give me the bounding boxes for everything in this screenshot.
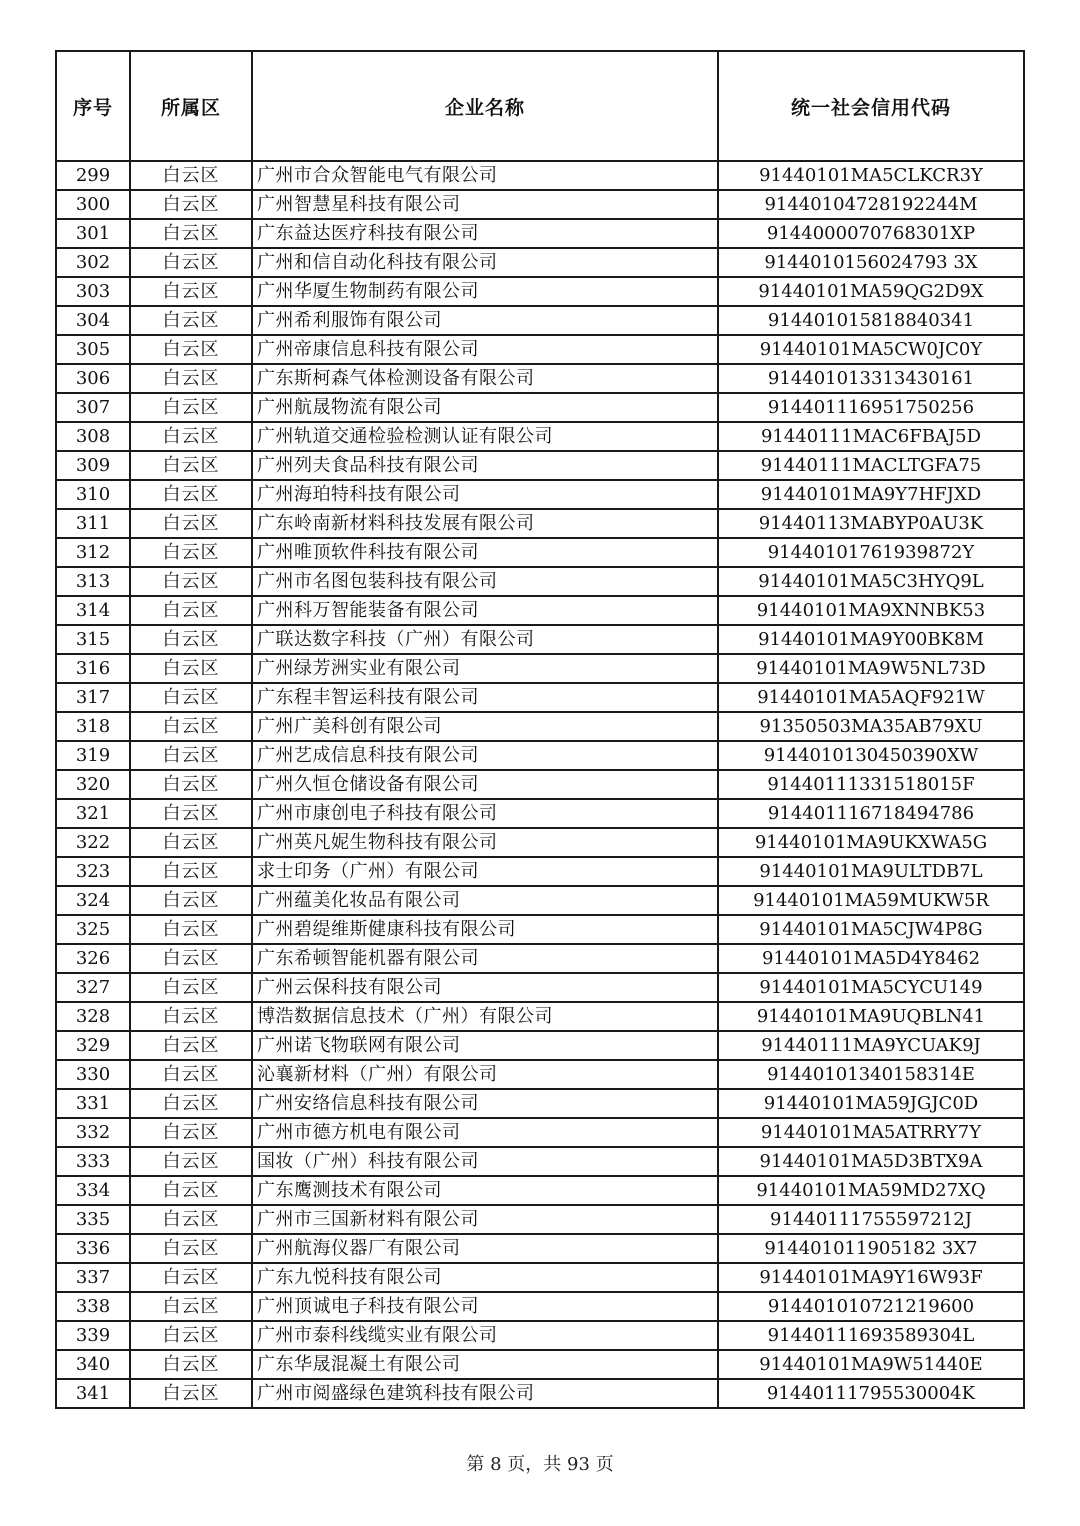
cell-seq: 339 — [56, 1321, 130, 1350]
table-row — [56, 306, 1024, 335]
cell-company-name: 求士印务（广州）有限公司 — [252, 857, 718, 886]
cell-seq: 312 — [56, 538, 130, 567]
cell-seq: 316 — [56, 654, 130, 683]
cell-district: 白云区 — [130, 219, 252, 248]
header-name: 企业名称 — [252, 51, 718, 161]
cell-district: 白云区 — [130, 1060, 252, 1089]
cell-district: 白云区 — [130, 915, 252, 944]
table-row — [56, 364, 1024, 393]
cell-seq: 328 — [56, 1002, 130, 1031]
cell-company-name: 广州科万智能装备有限公司 — [252, 596, 718, 625]
table-row — [56, 422, 1024, 451]
cell-district: 白云区 — [130, 944, 252, 973]
cell-district: 白云区 — [130, 161, 252, 190]
cell-district: 白云区 — [130, 1118, 252, 1147]
table-row — [56, 799, 1024, 828]
table-row — [56, 770, 1024, 799]
cell-credit-code: 914401116718494786 — [718, 799, 1024, 828]
table-row — [56, 1321, 1024, 1350]
cell-credit-code: 91440101340158314E — [718, 1060, 1024, 1089]
table-row — [56, 1205, 1024, 1234]
cell-seq: 313 — [56, 567, 130, 596]
cell-company-name: 广东九悦科技有限公司 — [252, 1263, 718, 1292]
cell-district: 白云区 — [130, 1176, 252, 1205]
cell-company-name: 广东斯柯森气体检测设备有限公司 — [252, 364, 718, 393]
cell-credit-code: 91440101MA9W5NL73D — [718, 654, 1024, 683]
cell-company-name: 广州广美科创有限公司 — [252, 712, 718, 741]
cell-district: 白云区 — [130, 277, 252, 306]
cell-company-name: 广东程丰智运科技有限公司 — [252, 683, 718, 712]
cell-district: 白云区 — [130, 857, 252, 886]
cell-credit-code: 91350503MA35AB79XU — [718, 712, 1024, 741]
table-row — [56, 944, 1024, 973]
cell-district: 白云区 — [130, 1321, 252, 1350]
cell-seq: 303 — [56, 277, 130, 306]
table-row — [56, 393, 1024, 422]
table-row — [56, 654, 1024, 683]
cell-seq: 302 — [56, 248, 130, 277]
cell-credit-code: 91440101MA5C3HYQ9L — [718, 567, 1024, 596]
table-row — [56, 1118, 1024, 1147]
cell-seq: 321 — [56, 799, 130, 828]
cell-company-name: 广州市德方机电有限公司 — [252, 1118, 718, 1147]
cell-seq: 340 — [56, 1350, 130, 1379]
cell-district: 白云区 — [130, 1234, 252, 1263]
table-row — [56, 1292, 1024, 1321]
cell-credit-code: 91440101MA59MUKW5R — [718, 886, 1024, 915]
cell-district: 白云区 — [130, 1205, 252, 1234]
cell-credit-code: 914401010721219600 — [718, 1292, 1024, 1321]
table-row — [56, 596, 1024, 625]
table-row — [56, 190, 1024, 219]
cell-credit-code: 91440101MA5ATRRY7Y — [718, 1118, 1024, 1147]
cell-seq: 333 — [56, 1147, 130, 1176]
cell-seq: 310 — [56, 480, 130, 509]
cell-seq: 307 — [56, 393, 130, 422]
cell-company-name: 广州帝康信息科技有限公司 — [252, 335, 718, 364]
cell-district: 白云区 — [130, 1031, 252, 1060]
table-row — [56, 1263, 1024, 1292]
cell-district: 白云区 — [130, 625, 252, 654]
cell-district: 白云区 — [130, 451, 252, 480]
cell-company-name: 广东益达医疗科技有限公司 — [252, 219, 718, 248]
cell-credit-code: 914401013313430161 — [718, 364, 1024, 393]
table-row — [56, 219, 1024, 248]
cell-seq: 331 — [56, 1089, 130, 1118]
cell-seq: 337 — [56, 1263, 130, 1292]
cell-credit-code: 91440101MA5D4Y8462 — [718, 944, 1024, 973]
cell-credit-code: 91440101MA9UQBLN41 — [718, 1002, 1024, 1031]
cell-company-name: 广州艺成信息科技有限公司 — [252, 741, 718, 770]
cell-company-name: 广东鹰测技术有限公司 — [252, 1176, 718, 1205]
table-row — [56, 277, 1024, 306]
table-row — [56, 509, 1024, 538]
table-row — [56, 973, 1024, 1002]
cell-district: 白云区 — [130, 712, 252, 741]
cell-company-name: 广州市三国新材料有限公司 — [252, 1205, 718, 1234]
table-row — [56, 857, 1024, 886]
cell-seq: 301 — [56, 219, 130, 248]
cell-company-name: 广州智慧星科技有限公司 — [252, 190, 718, 219]
cell-seq: 304 — [56, 306, 130, 335]
table-row — [56, 712, 1024, 741]
cell-district: 白云区 — [130, 190, 252, 219]
cell-seq: 315 — [56, 625, 130, 654]
cell-company-name: 广州顶诚电子科技有限公司 — [252, 1292, 718, 1321]
cell-credit-code: 9144000070768301XP — [718, 219, 1024, 248]
cell-district: 白云区 — [130, 509, 252, 538]
cell-seq: 305 — [56, 335, 130, 364]
table-row — [56, 828, 1024, 857]
cell-district: 白云区 — [130, 306, 252, 335]
cell-company-name: 广州市阅盛绿色建筑科技有限公司 — [252, 1379, 718, 1408]
table-row — [56, 1234, 1024, 1263]
cell-seq: 308 — [56, 422, 130, 451]
table-row — [56, 335, 1024, 364]
header-seq: 序号 — [56, 51, 130, 161]
cell-credit-code: 91440111693589304L — [718, 1321, 1024, 1350]
cell-seq: 334 — [56, 1176, 130, 1205]
cell-district: 白云区 — [130, 1002, 252, 1031]
header-row — [56, 51, 1024, 161]
cell-district: 白云区 — [130, 538, 252, 567]
cell-credit-code: 91440101MA59JGJC0D — [718, 1089, 1024, 1118]
cell-district: 白云区 — [130, 1350, 252, 1379]
cell-credit-code: 91440111MA9YCUAK9J — [718, 1031, 1024, 1060]
cell-district: 白云区 — [130, 1379, 252, 1408]
cell-company-name: 广州市名图包装科技有限公司 — [252, 567, 718, 596]
cell-credit-code: 91440101MA5CJW4P8G — [718, 915, 1024, 944]
cell-credit-code: 9144010130450390XW — [718, 741, 1024, 770]
cell-credit-code: 91440101MA59QG2D9X — [718, 277, 1024, 306]
cell-seq: 325 — [56, 915, 130, 944]
cell-credit-code: 91440101MA9XNNBK53 — [718, 596, 1024, 625]
table-row — [56, 741, 1024, 770]
cell-district: 白云区 — [130, 422, 252, 451]
cell-credit-code: 91440101MA9UKXWA5G — [718, 828, 1024, 857]
cell-district: 白云区 — [130, 683, 252, 712]
cell-seq: 314 — [56, 596, 130, 625]
cell-seq: 319 — [56, 741, 130, 770]
cell-seq: 320 — [56, 770, 130, 799]
cell-company-name: 广州诺飞物联网有限公司 — [252, 1031, 718, 1060]
cell-company-name: 广州绿芳洲实业有限公司 — [252, 654, 718, 683]
cell-district: 白云区 — [130, 770, 252, 799]
cell-district: 白云区 — [130, 393, 252, 422]
cell-seq: 323 — [56, 857, 130, 886]
cell-credit-code: 91440104728192244M — [718, 190, 1024, 219]
cell-company-name: 广州市合众智能电气有限公司 — [252, 161, 718, 190]
table-row — [56, 683, 1024, 712]
table-row — [56, 915, 1024, 944]
cell-credit-code: 9144010156024793 3X — [718, 248, 1024, 277]
cell-credit-code: 91440101MA9Y7HFJXD — [718, 480, 1024, 509]
cell-seq: 335 — [56, 1205, 130, 1234]
cell-company-name: 广州和信自动化科技有限公司 — [252, 248, 718, 277]
cell-company-name: 广州海珀特科技有限公司 — [252, 480, 718, 509]
cell-company-name: 广州希利服饰有限公司 — [252, 306, 718, 335]
cell-district: 白云区 — [130, 335, 252, 364]
cell-seq: 341 — [56, 1379, 130, 1408]
cell-company-name: 广州华厦生物制药有限公司 — [252, 277, 718, 306]
cell-credit-code: 914401116951750256 — [718, 393, 1024, 422]
table-row — [56, 1176, 1024, 1205]
cell-district: 白云区 — [130, 654, 252, 683]
table-row — [56, 1089, 1024, 1118]
table-row — [56, 567, 1024, 596]
cell-district: 白云区 — [130, 596, 252, 625]
header-code: 统一社会信用代码 — [718, 51, 1024, 161]
cell-seq: 332 — [56, 1118, 130, 1147]
cell-company-name: 广州碧缇维斯健康科技有限公司 — [252, 915, 718, 944]
cell-district: 白云区 — [130, 973, 252, 1002]
cell-credit-code: 91440111795530004K — [718, 1379, 1024, 1408]
cell-district: 白云区 — [130, 480, 252, 509]
cell-seq: 322 — [56, 828, 130, 857]
table-row — [56, 1350, 1024, 1379]
cell-company-name: 广州英凡妮生物科技有限公司 — [252, 828, 718, 857]
cell-district: 白云区 — [130, 1292, 252, 1321]
cell-company-name: 广东华晟混凝土有限公司 — [252, 1350, 718, 1379]
cell-seq: 329 — [56, 1031, 130, 1060]
header-district: 所属区 — [130, 51, 252, 161]
cell-company-name: 广州云保科技有限公司 — [252, 973, 718, 1002]
cell-seq: 317 — [56, 683, 130, 712]
cell-seq: 336 — [56, 1234, 130, 1263]
table-row — [56, 1031, 1024, 1060]
cell-seq: 300 — [56, 190, 130, 219]
cell-credit-code: 91440101MA5CW0JC0Y — [718, 335, 1024, 364]
cell-credit-code: 91440101MA9Y00BK8M — [718, 625, 1024, 654]
table-row — [56, 538, 1024, 567]
cell-seq: 306 — [56, 364, 130, 393]
table-row — [56, 1060, 1024, 1089]
cell-company-name: 广州列夫食品科技有限公司 — [252, 451, 718, 480]
cell-credit-code: 91440111331518015F — [718, 770, 1024, 799]
cell-company-name: 广联达数字科技（广州）有限公司 — [252, 625, 718, 654]
cell-seq: 309 — [56, 451, 130, 480]
cell-seq: 324 — [56, 886, 130, 915]
cell-credit-code: 91440111MACLTGFA75 — [718, 451, 1024, 480]
cell-credit-code: 91440101MA5CYCU149 — [718, 973, 1024, 1002]
cell-district: 白云区 — [130, 567, 252, 596]
cell-seq: 338 — [56, 1292, 130, 1321]
page-number-footer: 第 8 页，共 93 页 — [466, 1454, 614, 1475]
table-row — [56, 451, 1024, 480]
cell-company-name: 广东岭南新材料科技发展有限公司 — [252, 509, 718, 538]
cell-credit-code: 914401015818840341 — [718, 306, 1024, 335]
cell-district: 白云区 — [130, 248, 252, 277]
table-row — [56, 161, 1024, 190]
table-row — [56, 886, 1024, 915]
cell-credit-code: 91440111755597212J — [718, 1205, 1024, 1234]
cell-company-name: 沁襄新材料（广州）有限公司 — [252, 1060, 718, 1089]
cell-credit-code: 91440101MA5D3BTX9A — [718, 1147, 1024, 1176]
table-row — [56, 248, 1024, 277]
cell-company-name: 广州航海仪器厂有限公司 — [252, 1234, 718, 1263]
cell-seq: 327 — [56, 973, 130, 1002]
cell-seq: 299 — [56, 161, 130, 190]
cell-company-name: 广州久恒仓储设备有限公司 — [252, 770, 718, 799]
cell-company-name: 广州蕴美化妆品有限公司 — [252, 886, 718, 915]
cell-district: 白云区 — [130, 799, 252, 828]
cell-credit-code: 91440101MA9ULTDB7L — [718, 857, 1024, 886]
table-row — [56, 625, 1024, 654]
cell-credit-code: 91440101MA5CLKCR3Y — [718, 161, 1024, 190]
table-row — [56, 480, 1024, 509]
cell-credit-code: 91440101MA5AQF921W — [718, 683, 1024, 712]
cell-district: 白云区 — [130, 1263, 252, 1292]
enterprise-table — [55, 50, 1025, 1409]
cell-credit-code: 91440101MA9Y16W93F — [718, 1263, 1024, 1292]
cell-company-name: 广州市泰科线缆实业有限公司 — [252, 1321, 718, 1350]
table-header — [56, 51, 1024, 161]
cell-company-name: 博浩数据信息技术（广州）有限公司 — [252, 1002, 718, 1031]
cell-seq: 318 — [56, 712, 130, 741]
table-row — [56, 1002, 1024, 1031]
cell-district: 白云区 — [130, 828, 252, 857]
cell-company-name: 广州唯顶软件科技有限公司 — [252, 538, 718, 567]
cell-district: 白云区 — [130, 886, 252, 915]
cell-district: 白云区 — [130, 741, 252, 770]
cell-credit-code: 914401011905182 3X7 — [718, 1234, 1024, 1263]
cell-seq: 330 — [56, 1060, 130, 1089]
cell-district: 白云区 — [130, 1147, 252, 1176]
cell-district: 白云区 — [130, 364, 252, 393]
cell-credit-code: 91440113MABYP0AU3K — [718, 509, 1024, 538]
cell-company-name: 广东希顿智能机器有限公司 — [252, 944, 718, 973]
cell-credit-code: 91440101761939872Y — [718, 538, 1024, 567]
cell-company-name: 国妆（广州）科技有限公司 — [252, 1147, 718, 1176]
cell-credit-code: 91440111MAC6FBAJ5D — [718, 422, 1024, 451]
cell-seq: 311 — [56, 509, 130, 538]
cell-company-name: 广州市康创电子科技有限公司 — [252, 799, 718, 828]
cell-company-name: 广州轨道交通检验检测认证有限公司 — [252, 422, 718, 451]
cell-seq: 326 — [56, 944, 130, 973]
cell-company-name: 广州安络信息科技有限公司 — [252, 1089, 718, 1118]
table-row — [56, 1379, 1024, 1408]
cell-company-name: 广州航晟物流有限公司 — [252, 393, 718, 422]
cell-credit-code: 91440101MA9W51440E — [718, 1350, 1024, 1379]
table-body — [56, 161, 1024, 1408]
cell-district: 白云区 — [130, 1089, 252, 1118]
cell-credit-code: 91440101MA59MD27XQ — [718, 1176, 1024, 1205]
table-row — [56, 1147, 1024, 1176]
